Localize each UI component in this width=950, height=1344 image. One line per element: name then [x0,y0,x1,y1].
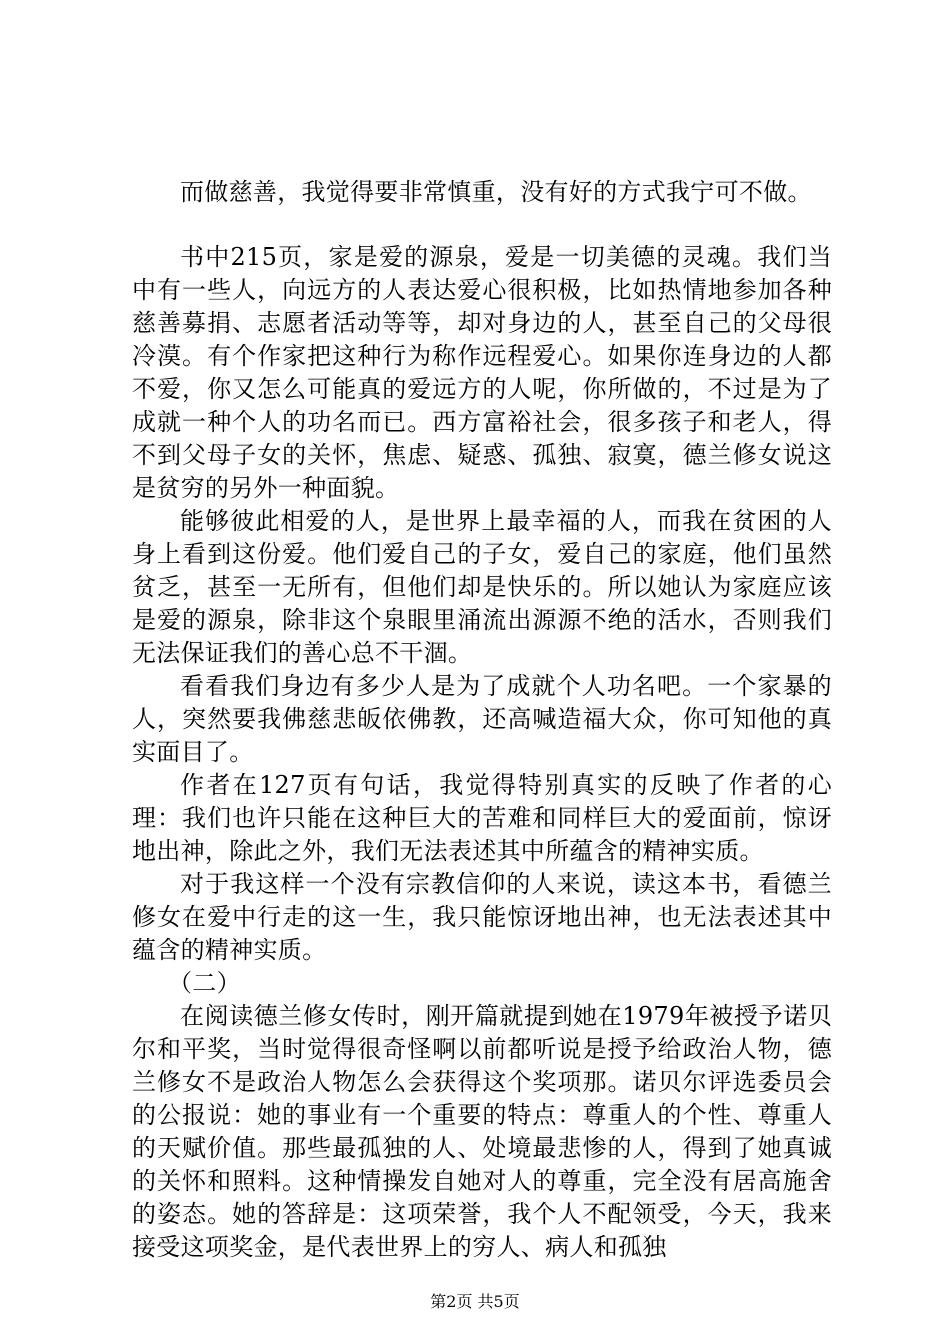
paragraph-2: 书中215页，家是爱的源泉，爱是一切美德的灵魂。我们当中有一些人，向远方的人表达爱心很积极，比如热情地参加各种慈善募捐、志愿者活动等等，却对身边的人，甚至自己的父母很冷漠。有个作家把这种行为称作远程爱心。如果你连身边的人都不爱，你又怎么可能真的爱远方的人呢，你所做的，不过是为了成就一种个人的功名而已。西方富裕社会，很多孩子和老人，得不到父母子女的关怀，焦虑、疑惑、孤独、寂寞，德兰修女说这是贫穷的另外一种面貌。 [132,243,832,502]
page-footer: 第2页 共5页 [430,1292,520,1311]
paragraph-1: 而做慈善，我觉得要非常慎重，没有好的方式我宁可不做。 [180,178,812,206]
paragraph-5: 作者在127页有句话，我觉得特别真实的反映了作者的心理：我们也许只能在这种巨大的苦难和同样巨大的爱面前，惊讶地出神，除此之外，我们无法表述其中所蕴含的精神实质。 [132,771,832,865]
paragraph-6: 对于我这样一个没有宗教信仰的人来说，读这本书，看德兰修女在爱中行走的这一生，我只能惊讶地出神，也无法表述其中蕴含的精神实质。 [132,870,832,964]
section-heading: （二） [168,969,241,997]
paragraph-gap [132,209,832,241]
paragraph-4: 看看我们身边有多少人是为了成就个人功名吧。一个家暴的人，突然要我佛慈悲皈依佛教，还高喊造福大众，你可知他的真实面目了。 [132,672,832,766]
document-body [132,176,832,1264]
paragraph-3: 能够彼此相爱的人，是世界上最幸福的人，而我在贫困的人身上看到这份爱。他们爱自己的子女，爱自己的家庭，他们虽然贫乏，甚至一无所有，但他们却是快乐的。所以她认为家庭应该是爱的源泉，除非这个泉眼里涌流出源源不绝的活水，否则我们无法保证我们的善心总不干涸。 [132,507,832,667]
paragraph-7: 在阅读德兰修女传时，刚开篇就提到她在1979年被授予诺贝尔和平奖，当时觉得很奇怪啊以前都听说是授予给政治人物，德兰修女不是政治人物怎么会获得这个奖项那。诺贝尔评选委员会的公报说：她的事业有一个重要的特点：尊重人的个性、尊重人的天赋价值。那些最孤独的人、处境最悲惨的人，得到了她真诚的关怀和照料。这种情操发自她对人的尊重，完全没有居高施舍的姿态。她的答辞是：这项荣誉，我个人不配领受，今天，我来接受这项奖金，是代表世界上的穷人、病人和孤独 [132,1002,832,1261]
